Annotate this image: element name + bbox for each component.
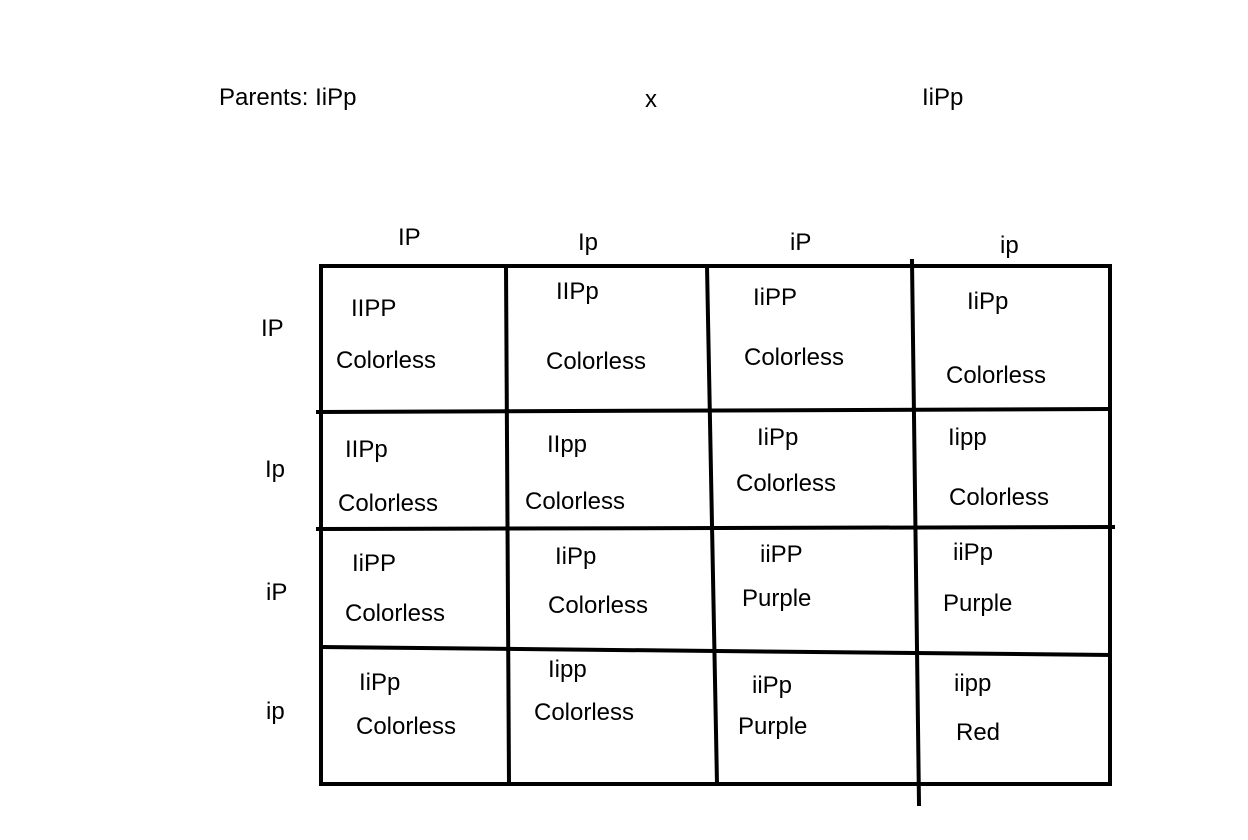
- cell-1-1-genotype: IIPP: [351, 295, 397, 322]
- cell-1-4-phenotype: Colorless: [946, 362, 1047, 389]
- cell-1-1-phenotype: Colorless: [336, 347, 437, 374]
- cell-3-4-genotype: iiPp: [953, 539, 994, 566]
- grid-col-divider-3: [912, 261, 919, 804]
- col-header-4: ip: [1000, 232, 1019, 259]
- cell-2-1-phenotype: Colorless: [338, 490, 439, 517]
- row-header-2: Ip: [265, 456, 286, 483]
- grid-row-divider-2: [318, 527, 1113, 529]
- row-header-4: ip: [266, 698, 285, 725]
- cell-1-2-phenotype: Colorless: [546, 348, 647, 375]
- row-header-1: IP: [261, 315, 284, 342]
- cell-2-4-genotype: Iipp: [948, 424, 987, 451]
- cell-2-3-phenotype: Colorless: [736, 470, 837, 497]
- col-header-2: Ip: [578, 229, 599, 256]
- cell-2-3-genotype: IiPp: [757, 424, 799, 451]
- cell-4-4-genotype: iipp: [954, 670, 992, 697]
- cell-4-3-genotype: iiPp: [752, 672, 793, 699]
- cell-3-3-genotype: iiPP: [760, 541, 803, 568]
- grid-col-divider-1: [506, 266, 509, 784]
- col-header-1: IP: [398, 224, 421, 251]
- cell-2-2-genotype: IIpp: [547, 431, 588, 458]
- cell-3-3-phenotype: Purple: [742, 585, 812, 612]
- cell-2-4-phenotype: Colorless: [949, 484, 1050, 511]
- parents-label-text: Parents:: [219, 84, 309, 111]
- cell-1-2-genotype: IIPp: [556, 278, 599, 305]
- parent1-genotype: IiPp: [315, 84, 357, 111]
- grid-row-divider-1: [318, 409, 1110, 412]
- cell-4-2-phenotype: Colorless: [534, 699, 635, 726]
- cell-3-4-phenotype: Purple: [943, 590, 1013, 617]
- cell-4-1-genotype: IiPp: [359, 669, 401, 696]
- row-header-3: iP: [266, 579, 288, 606]
- cell-1-3-phenotype: Colorless: [744, 344, 845, 371]
- grid-col-divider-2: [707, 266, 717, 784]
- cross-symbol: x: [645, 86, 657, 113]
- col-header-3: iP: [790, 229, 812, 256]
- cell-3-2-phenotype: Colorless: [548, 592, 649, 619]
- cell-2-1-genotype: IIPp: [345, 436, 388, 463]
- cell-3-1-phenotype: Colorless: [345, 600, 446, 627]
- cell-3-1-genotype: IiPP: [352, 550, 397, 577]
- cell-2-2-phenotype: Colorless: [525, 488, 626, 515]
- parent2-genotype: IiPp: [922, 84, 964, 111]
- cell-1-4-genotype: IiPp: [967, 288, 1009, 315]
- cell-4-4-phenotype: Red: [956, 719, 1001, 746]
- cell-1-3-genotype: IiPP: [753, 284, 798, 311]
- cell-3-2-genotype: IiPp: [555, 543, 597, 570]
- cell-4-1-phenotype: Colorless: [356, 713, 457, 740]
- cell-4-3-phenotype: Purple: [738, 713, 808, 740]
- cell-4-2-genotype: Iipp: [548, 656, 587, 683]
